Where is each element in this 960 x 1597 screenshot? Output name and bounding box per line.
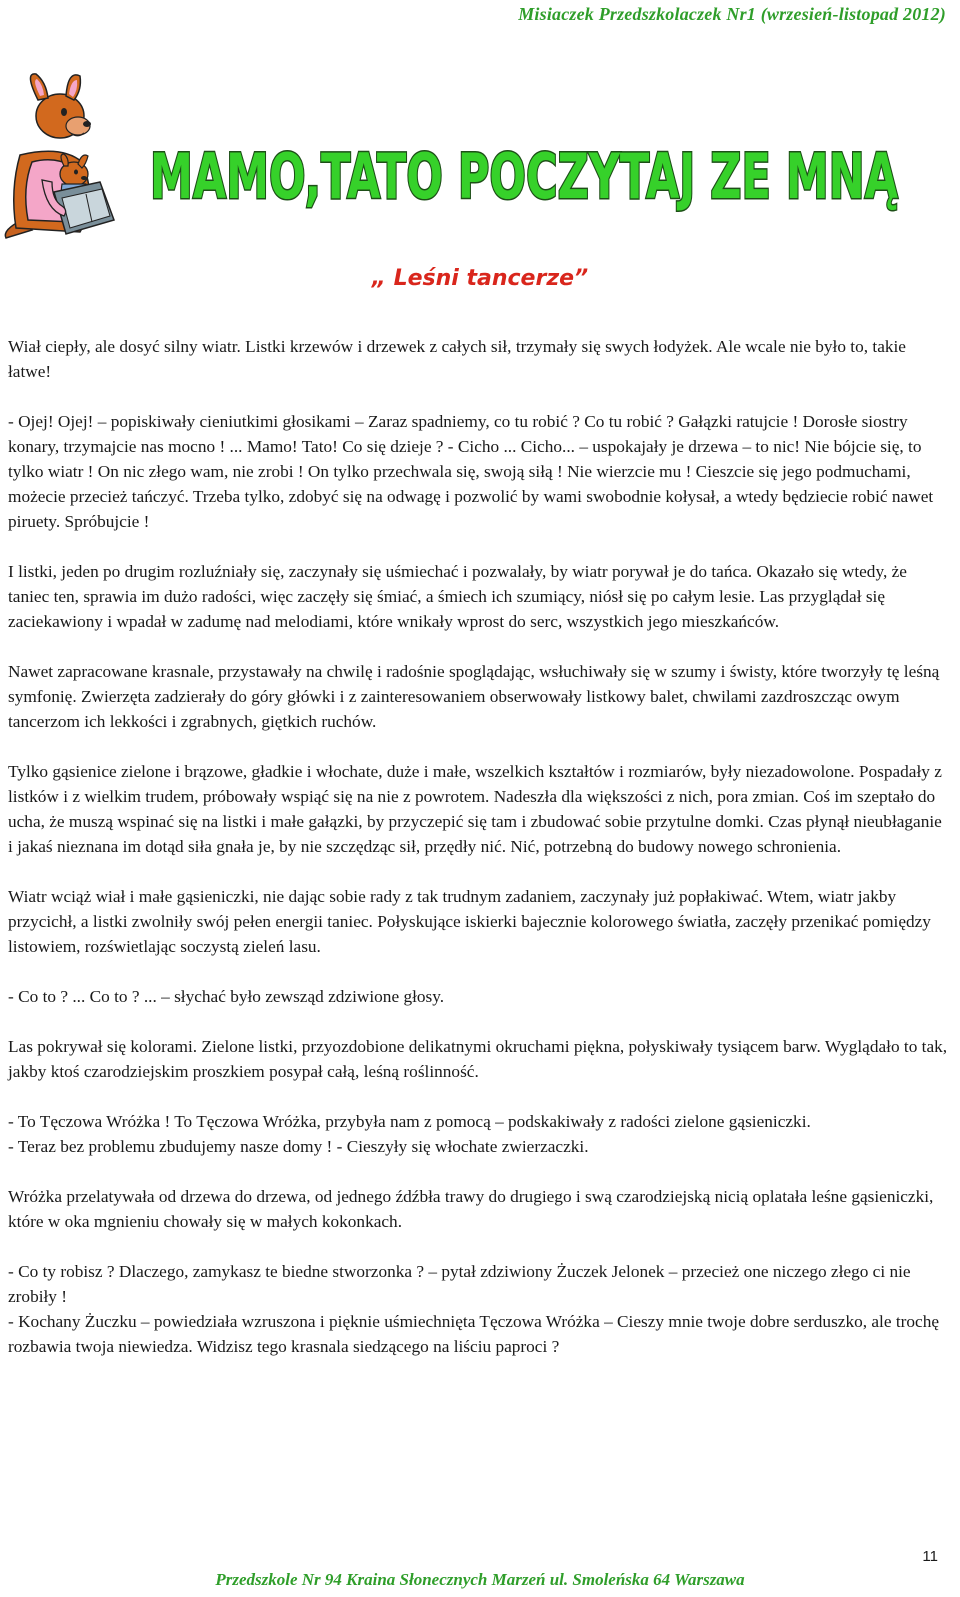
newsletter-header: Misiaczek Przedszkolaczek Nr1 (wrzesień-listopad 2012): [518, 4, 946, 24]
story-body: [8, 334, 950, 1359]
paragraph: Tylko gąsienice zielone i brązowe, gładkie i włochate, duże i małe, wszelkich kształtów i rozmiarów, były niezadowolone. Pospadały z listków i z wielkim trudem, próbowały wspiąć się na nie z powrotem. Nadeszła dla większości z nich, pora zmian. Coś im szeptało do ucha, że muszą wspinać się na listki i małe gałązki, by przyczepić się tam i zbudować sobie przytulne domki. Czas płynął nieubłaganie i jakaś nieznana im dotąd siła gnała je, by nie szczędząc sił, przędły nić. Nić, potrzebną do budowy nowego schronienia.: [8, 762, 942, 856]
page-number: 11: [922, 1548, 938, 1565]
paragraph: - Ojej! Ojej! – popiskiwały cieniutkimi głosikami – Zaraz spadniemy, co tu robić ? Co tu robić ? Gałązki ratujcie ! Dorosłe siostry konary, trzymajcie nas mocno ! ... Mamo! Tato! Co się dzieje ? - Cicho ... Cicho... – uspokajały je drzewa – to nic! Nie bójcie się, to tylko wiatr ! On nic złego wam, nie zrobi ! On tylko przechwala się, swoją siłą ! Nie wierzcie mu ! Cieszcie się jego podmuchami, możecie przecież tańczyć. Trzeba tylko, zdobyć się na odwagę i pozwolić by wami swobodnie kołysał, a wtedy będziecie robić nawet piruety. Spróbujcie !: [8, 412, 934, 531]
paragraph: - Co ty robisz ? Dlaczego, zamykasz te biedne stworzonka ? – pytał zdziwiony Żuczek Jelonek – przecież one niczego złego ci nie zrobiły !: [8, 1262, 911, 1306]
paragraph: Nawet zapracowane krasnale, przystawały na chwilę i radośnie spoglądając, wsłuchiwały się w szumy i świsty, które tworzyły tę leśną symfonię. Zwierzęta zadzierały do góry główki i z zainteresowaniem obserwowały listkowy balet, chwilami zazdroszcząc owym tancerzom ich lekkości i zgrabnych, giętkich ruchów.: [8, 662, 940, 731]
paragraph: Wróżka przelatywała od drzewa do drzewa, od jednego źdźbła trawy do drugiego i swą czarodziejską nicią oplatała leśne gąsieniczki, które w oka mgnieniu chowały się w małych kokonkach.: [8, 1187, 934, 1231]
banner-title: [140, 132, 908, 212]
paragraph: I listki, jeden po drugim rozluźniały się, zaczynały się uśmiechać i pozwalały, by wiatr porywał je do tańca. Okazało się wtedy, że taniec ten, sprawia im dużo radości, więc zaczęły się śmiać, a śmiech ich szumiący, niósł się po całym lesie. Las przyglądał się zaciekawiony i wpadał w zadumę nad melodiami, które wnikały wprost do serc, wszystkich jego mieszkańców.: [8, 562, 907, 631]
paragraph: - Teraz bez problemu zbudujemy nasze domy ! - Cieszyły się włochate zwierzaczki.: [8, 1137, 589, 1156]
paragraph: Las pokrywał się kolorami. Zielone listki, przyozdobione delikatnymi okruchami piękna, połyskiwały tysiącem barw. Wyglądało to tak, jakby ktoś czarodziejskim proszkiem posypał całą, leśną roślinność.: [8, 1037, 948, 1081]
paragraph: - Kochany Żuczku – powiedziała wzruszona i pięknie uśmiechnięta Tęczowa Wróżka – Cieszy mnie twoje dobre serduszko, ale trochę rozbawia twoja niewiedza. Widzisz tego krasnala siedzącego na liściu paproci ?: [8, 1312, 940, 1356]
footer-address: Przedszkole Nr 94 Kraina Słonecznych Marzeń ul. Smoleńska 64 Warszawa: [215, 1570, 745, 1589]
paragraph: Wiatr wciąż wiał i małe gąsieniczki, nie dając sobie rady z tak trudnym zadaniem, zaczynały już popłakiwać. Wtem, wiatr jakby przycichł, a listki zwolniły swój pełen energii taniec. Połyskujące iskierki bajecznie kolorowego światła, zaczęły przenikać pomiędzy listowiem, rozświetlając soczystą zieleń lasu.: [8, 887, 931, 956]
paragraph: - Co to ? ... Co to ? ... – słychać było zewsząd zdziwione głosy.: [8, 987, 445, 1006]
kangaroo-reading-book-icon: [2, 70, 137, 240]
paragraph: Wiał ciepły, ale dosyć silny wiatr. Listki krzewów i drzewek z całych sił, trzymały się swych łodyżek. Ale wcale nie było to, takie łatwe!: [8, 337, 906, 381]
banner-text: MAMO,TATO POCZYTAJ ZE MNĄ: [150, 140, 899, 212]
story-title: „ Leśni tancerze”: [371, 266, 589, 291]
paragraph: - To Tęczowa Wróżka ! To Tęczowa Wróżka, przybyła nam z pomocą – podskakiwały z radości zielone gąsieniczki.: [8, 1112, 811, 1131]
